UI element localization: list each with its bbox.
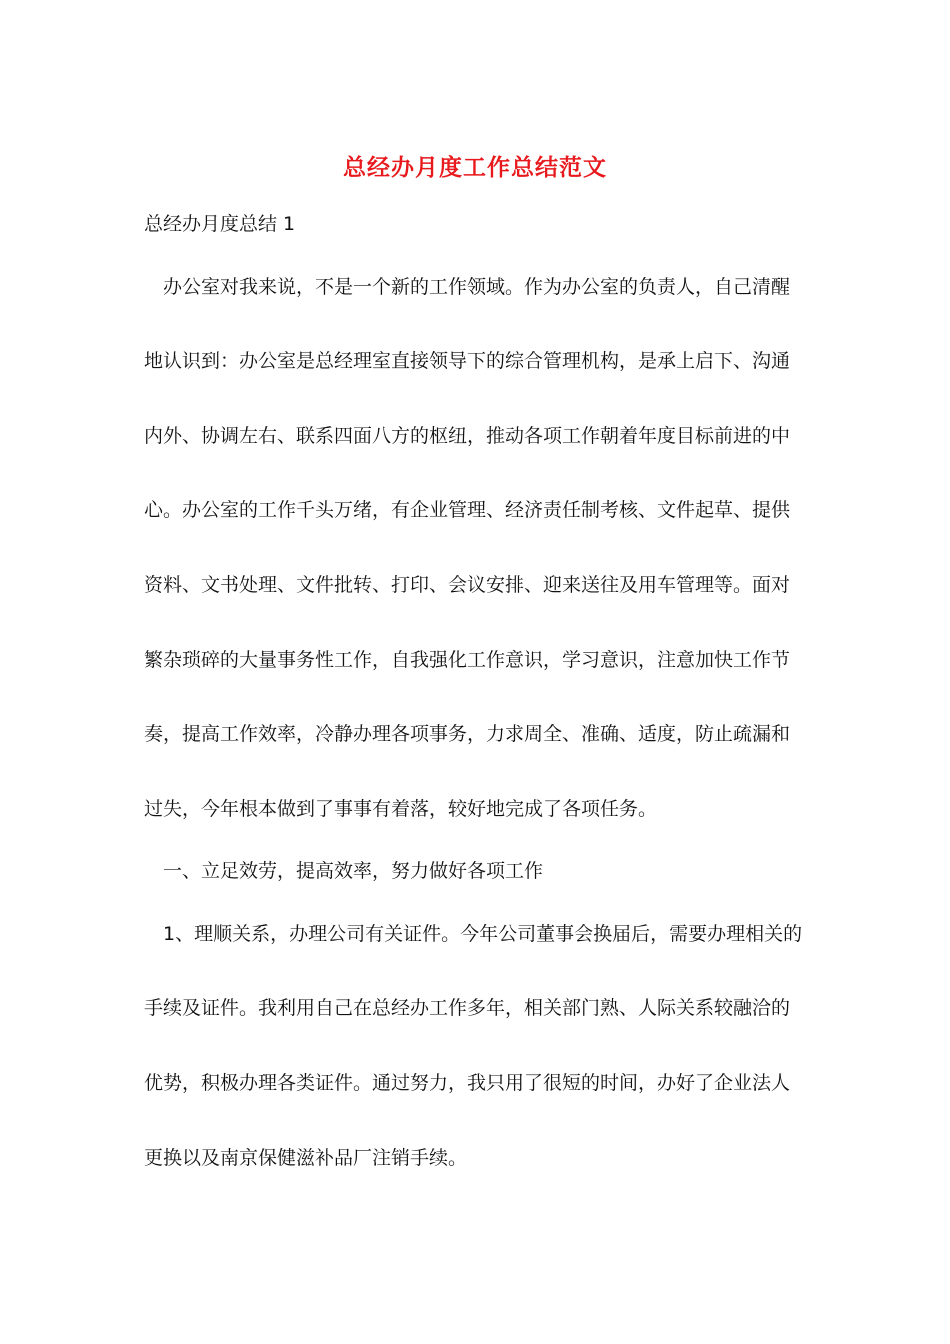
body-line: 地认识到：办公室是总经理室直接领导下的综合管理机构，是承上启下、沟通	[144, 350, 791, 372]
body-line: 繁杂琐碎的大量事务性工作，自我强化工作意识，学习意识，注意加快工作节	[144, 649, 791, 671]
body-line: 1、理顺关系，办理公司有关证件。今年公司董事会换届后，需要办理相关的	[144, 923, 803, 945]
body-line: 内外、协调左右、联系四面八方的枢纽，推动各项工作朝着年度目标前进的中	[144, 425, 791, 447]
body-line: 办公室对我来说，不是一个新的工作领域。作为办公室的负责人，自己清醒	[144, 276, 791, 298]
body-line: 优势，积极办理各类证件。通过努力，我只用了很短的时间，办好了企业法人	[144, 1072, 791, 1094]
section-subtitle: 总经办月度总结 1	[144, 213, 296, 235]
document-title: 总经办月度工作总结范文	[343, 154, 607, 181]
body-line: 更换以及南京保健滋补品厂注销手续。	[144, 1147, 468, 1169]
body-line: 手续及证件。我利用自己在总经办工作多年，相关部门熟、人际关系较融洽的	[144, 997, 791, 1019]
body-line: 心。办公室的工作千头万绪，有企业管理、经济责任制考核、文件起草、提供	[144, 499, 791, 521]
section-heading: 一、立足效劳，提高效率，努力做好各项工作	[144, 860, 544, 882]
body-line: 奏，提高工作效率，冷静办理各项事务，力求周全、准确、适度，防止疏漏和	[144, 723, 791, 745]
body-line: 资料、文书处理、文件批转、打印、会议安排、迎来送往及用车管理等。面对	[144, 574, 791, 596]
body-line: 过失，今年根本做到了事事有着落，较好地完成了各项任务。	[144, 798, 658, 820]
